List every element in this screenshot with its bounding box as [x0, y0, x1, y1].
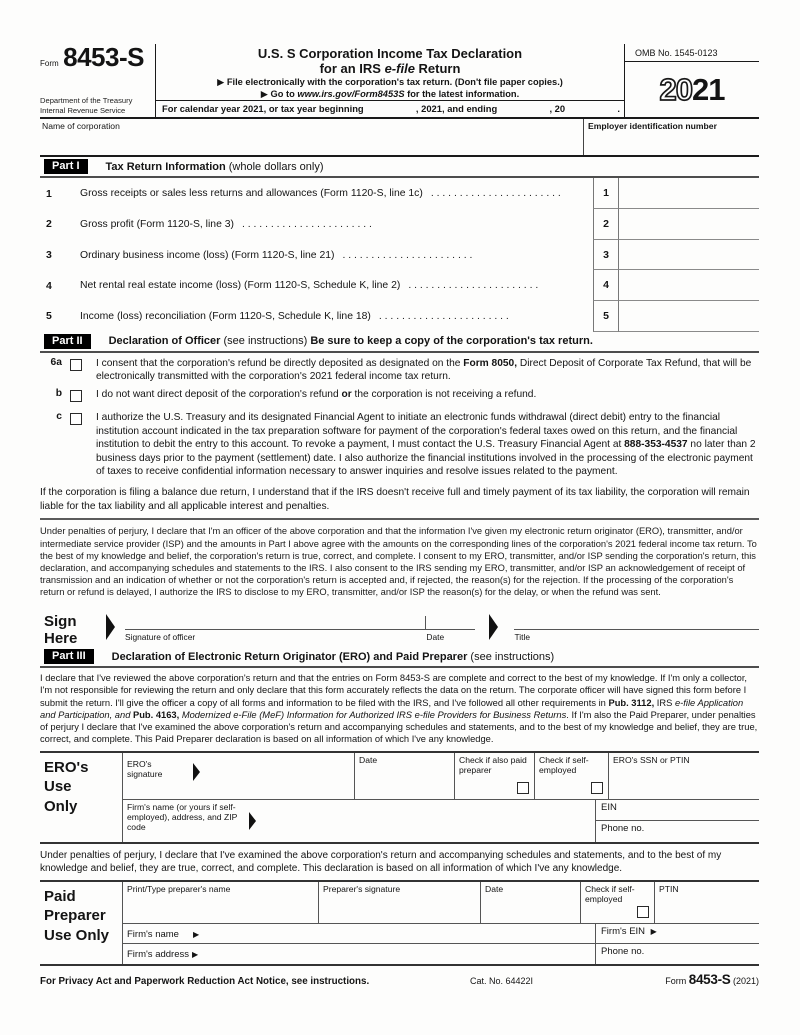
omb-number: OMB No. 1545-0123	[625, 44, 759, 62]
ero-signature-label: ERO's signature	[127, 758, 163, 780]
preparer-firm-address-field[interactable]: Firm's address ▶	[123, 944, 596, 964]
table-row	[40, 270, 759, 301]
line-label: Gross receipts or sales less returns and allowances (Form 1120-S, line 1c)	[80, 188, 423, 200]
consent-6c-row	[40, 411, 759, 479]
footer-form-number: Form 8453-S (2021)	[665, 971, 759, 987]
also-paid-preparer-label: Check if also paid preparer	[459, 754, 527, 776]
ero-also-paid-preparer-cell	[455, 753, 535, 799]
part2-title: Declaration of Officer (see instructions) Be sure to keep a copy of the corporation's tax return.	[108, 335, 593, 348]
part3-header	[40, 647, 759, 668]
line5-amount-field[interactable]	[619, 301, 759, 332]
ero-signature-field[interactable]	[123, 753, 355, 799]
part1-tag: Part I	[44, 159, 88, 174]
ero-declaration-paragraph: I declare that I've reviewed the above corporation's return and that the entries on Form 8453-S are complete and correct to the best of my knowledge. If I'm only a collector, I'm not responsible for reviewing the return and only declare that this form accurately reflects the data on the return. The corporate officer will have signed this form before I submit the return. I'll give the officer a copy of all forms and information to be filed with the IRS, and I've followed all other requirements in Pub. 3112, IRS e-file Application and Participation, and Pub. 4163, Modernized e-File (MeF) Information for Authorized IRS e-file Providers for Business Returns. If I'm also the Paid Preparer, under penalties of perjury I declare that I've examined the above corporation's return and accompanying schedules and statements, and to the best of my knowledge and belief, they are true, correct, and complete. This Paid Preparer declaration is based on all information of which I've any knowledge.	[40, 673, 758, 745]
ero-phone-field[interactable]: Phone no.	[601, 823, 645, 835]
table-row	[40, 240, 759, 271]
calendar-year-label: For calendar year 2021, or tax year beginning	[162, 103, 364, 115]
consent-6c-checkbox[interactable]	[70, 413, 82, 425]
department-lines	[40, 96, 151, 115]
ero-firm-name-field[interactable]	[123, 800, 596, 842]
consent-6c-text: I authorize the U.S. Treasury and its designated Financial Agent to initiate an electronic funds withdrawal (direct debit) entry to the financial institution account indicated in the tax preparation software for payment of the corporation's federal taxes owed on this return, and the financial institution to debit the entry to this account. To revoke a payment, I must contact the U.S. Treasury Financial Agent at 888-353-4537 no later than 2 business days prior to the payment (settlement) date. I also authorize the financial institutions involved in the processing of the electronic payment of taxes to receive confidential information necessary to answer inquiries and resolve issues related to the payment.	[96, 411, 756, 478]
line-number-box: 2	[593, 209, 619, 240]
section-divider	[40, 518, 759, 520]
ero-firm-name-label: Firm's name (or yours if self-employed), address, and ZIP code	[127, 801, 238, 832]
preparer-firm-name-field[interactable]: Firm's name ▶	[123, 924, 596, 943]
part3-tag: Part III	[44, 649, 94, 664]
line1-amount-field[interactable]	[619, 178, 759, 209]
form-word: Form	[40, 59, 59, 68]
line2-amount-field[interactable]	[619, 209, 759, 240]
line4-amount-field[interactable]	[619, 270, 759, 301]
line-number-box: 1	[593, 178, 619, 209]
part1-title: Tax Return Information (whole dollars only)	[105, 160, 324, 173]
item-number: b	[55, 387, 62, 399]
line-label: Income (loss) reconciliation (Form 1120-S, Schedule K, line 18)	[80, 310, 371, 322]
department-line2: Internal Revenue Service	[40, 105, 126, 115]
line-number-box: 4	[593, 270, 619, 301]
line-number: 5	[46, 310, 52, 323]
signature-arrow-icon	[106, 614, 115, 640]
preparer-phone-field[interactable]: Phone no.	[601, 945, 645, 957]
ero-use-only-label: ERO's Use Only	[44, 758, 89, 815]
form-header	[40, 44, 759, 119]
ero-also-paid-preparer-checkbox[interactable]	[517, 782, 529, 794]
sign-here-label: Sign Here	[44, 612, 78, 647]
firm-address-arrow-icon: ▶	[192, 950, 199, 960]
tax-year-beginning-field[interactable]	[364, 104, 416, 114]
tax-year-badge: 2021	[659, 71, 725, 107]
line-label: Gross profit (Form 1120-S, line 3)	[80, 218, 234, 230]
preparer-self-employed-checkbox[interactable]	[637, 906, 649, 918]
line-label: Ordinary business income (loss) (Form 1120-S, line 21)	[80, 249, 335, 261]
officer-perjury-statement: Under penalties of perjury, I declare that I'm an officer of the above corporation and that the information I've given my electronic return originator (ERO), transmitter, and/or intermediate service provider (ISP) and the amounts in Part I above agree with the amounts on the corresponding lines of the corporation's 2021 federal income tax return. To the best of my knowledge and belief, the corporation's return is true, correct, and complete. I consent to my ERO, transmitter, and/or ISP sending the corporation's return, this declaration, and accompanying schedules and statements to the IRS. I also consent to the IRS sending my ERO, transmitter, and/or ISP an acknowledgement of receipt of transmission and an indication of whether or not the corporation's return is accepted and, if rejected, the reason(s) for the rejection. If the processing of the corporation's return or refund is delayed, I authorize the IRS to disclose to my ERO, transmitter, and/or ISP the reason(s) for the delay, or when the refund was sent.	[40, 526, 757, 598]
line-label: Net rental real estate income (loss) (Form 1120-S, Schedule K, line 2)	[80, 280, 401, 292]
date-label: Date	[426, 631, 445, 642]
preparer-date-field[interactable]: Date	[481, 882, 581, 923]
consent-6a-row	[40, 357, 759, 384]
firm-ein-arrow-icon: ▶	[650, 926, 657, 936]
line-number-box: 3	[593, 240, 619, 271]
signature-date-divider	[425, 616, 426, 630]
ero-signature-arrow-icon	[193, 763, 200, 781]
calendar-year-label2: , 2021, and ending	[415, 103, 498, 115]
line-number-box: 5	[593, 301, 619, 332]
sign-here-block	[40, 613, 759, 648]
employer-id-number-field[interactable]: Employer identification number	[583, 119, 759, 155]
catalog-number: Cat. No. 64422I	[470, 975, 534, 986]
preparer-signature-field[interactable]: Preparer's signature	[319, 882, 481, 923]
part1-lines	[40, 178, 759, 331]
calendar-year-period: .	[617, 103, 620, 115]
consent-6b-row	[40, 388, 759, 407]
ero-ssn-ptin-field[interactable]: ERO's SSN or PTIN	[613, 754, 690, 765]
paid-preparer-label: Paid Preparer Use Only	[44, 887, 110, 944]
officer-signature-field[interactable]	[125, 613, 475, 630]
balance-due-paragraph: If the corporation is filing a balance due return, I understand that if the IRS doesn't receive full and timely payment of its tax liability, the corporation will remain liable for the tax liability and all applicable interest and penalties.	[40, 486, 750, 512]
privacy-act-notice: For Privacy Act and Paperwork Reduction Act Notice, see instructions.	[40, 975, 370, 987]
form-identity-block	[40, 44, 156, 117]
calendar-year-label3: , 20	[549, 103, 566, 115]
preparer-self-employed-label: Check if self-employed	[585, 883, 635, 905]
preparer-self-employed-cell	[581, 882, 655, 923]
name-of-corporation-field[interactable]: Name of corporation	[42, 121, 120, 132]
line-number: 1	[46, 187, 52, 200]
line-number: 2	[46, 218, 52, 231]
line3-amount-field[interactable]	[619, 240, 759, 271]
ero-ein-field[interactable]: EIN	[596, 800, 759, 822]
line-number: 3	[46, 249, 52, 262]
form-title-line2: for an IRS e-file Return	[319, 60, 461, 76]
consent-6a-text: I consent that the corporation's refund be directly deposited as designated on the Form 8050, Direct Deposit of Corporate Tax Refund, that will be electronically transmitted with the corporation's 2021 federal income tax return.	[96, 357, 752, 383]
consent-6b-text: I do not want direct deposit of the corporation's refund or the corporation is not receiving a refund.	[96, 388, 537, 400]
ero-self-employed-checkbox[interactable]	[591, 782, 603, 794]
ero-self-employed-cell	[535, 753, 609, 799]
calendar-year-row	[156, 100, 624, 117]
tax-year-ending-year-field[interactable]	[565, 104, 617, 114]
ero-firm-arrow-icon	[249, 812, 256, 830]
tax-year-ending-field[interactable]	[497, 104, 549, 114]
dot-leader	[371, 311, 593, 322]
part2-tag: Part II	[44, 334, 91, 349]
dot-leader	[423, 188, 593, 199]
consent-6a-checkbox[interactable]	[70, 359, 82, 371]
ero-self-employed-label: Check if self-employed	[539, 754, 589, 776]
preparer-name-field[interactable]: Print/Type preparer's name	[123, 882, 319, 923]
website-instruction: ▶ Go to www.irs.gov/Form8453S for the latest information.	[260, 89, 520, 100]
ero-date-field[interactable]: Date	[355, 753, 455, 799]
item-number: 6a	[50, 356, 62, 368]
title-label: Title	[514, 631, 530, 642]
table-row	[40, 301, 759, 332]
title-arrow-icon	[489, 614, 498, 640]
dot-leader	[334, 250, 593, 261]
line-number: 4	[46, 279, 52, 292]
consent-6b-checkbox[interactable]	[70, 390, 82, 402]
part3-title: Declaration of Electronic Return Originator (ERO) and Paid Preparer (see instructions)	[111, 650, 555, 663]
firm-name-arrow-icon: ▶	[192, 929, 200, 939]
signature-of-officer-label: Signature of officer	[125, 631, 196, 642]
part2-header	[40, 332, 759, 353]
table-row	[40, 178, 759, 209]
preparer-perjury-statement: Under penalties of perjury, I declare that I've examined the above corporation's return and accompanying schedules and statements, and to the best of my knowledge and belief, they are true, correct, and complete. This declaration is based on all information of which I've any knowledge.	[40, 849, 722, 874]
efile-instruction: ▶ File electronically with the corporation's tax return. (Don't file paper copies.)	[217, 77, 563, 88]
form-footer	[40, 972, 759, 987]
form-title-line1: U.S. S Corporation Income Tax Declaration	[257, 46, 523, 61]
officer-title-field[interactable]	[514, 613, 759, 630]
department-line1: Department of the Treasury	[40, 96, 133, 106]
dot-leader	[234, 219, 593, 230]
ero-use-only-table	[40, 751, 759, 844]
part1-header	[40, 157, 759, 178]
item-number: c	[56, 410, 62, 422]
preparer-ptin-field[interactable]: PTIN	[659, 883, 679, 894]
dot-leader	[400, 280, 593, 291]
table-row	[40, 209, 759, 240]
preparer-firm-ein-field[interactable]: Firm's EIN ▶	[601, 925, 657, 937]
form-number: 8453-S	[63, 42, 144, 72]
paid-preparer-table	[40, 880, 759, 966]
